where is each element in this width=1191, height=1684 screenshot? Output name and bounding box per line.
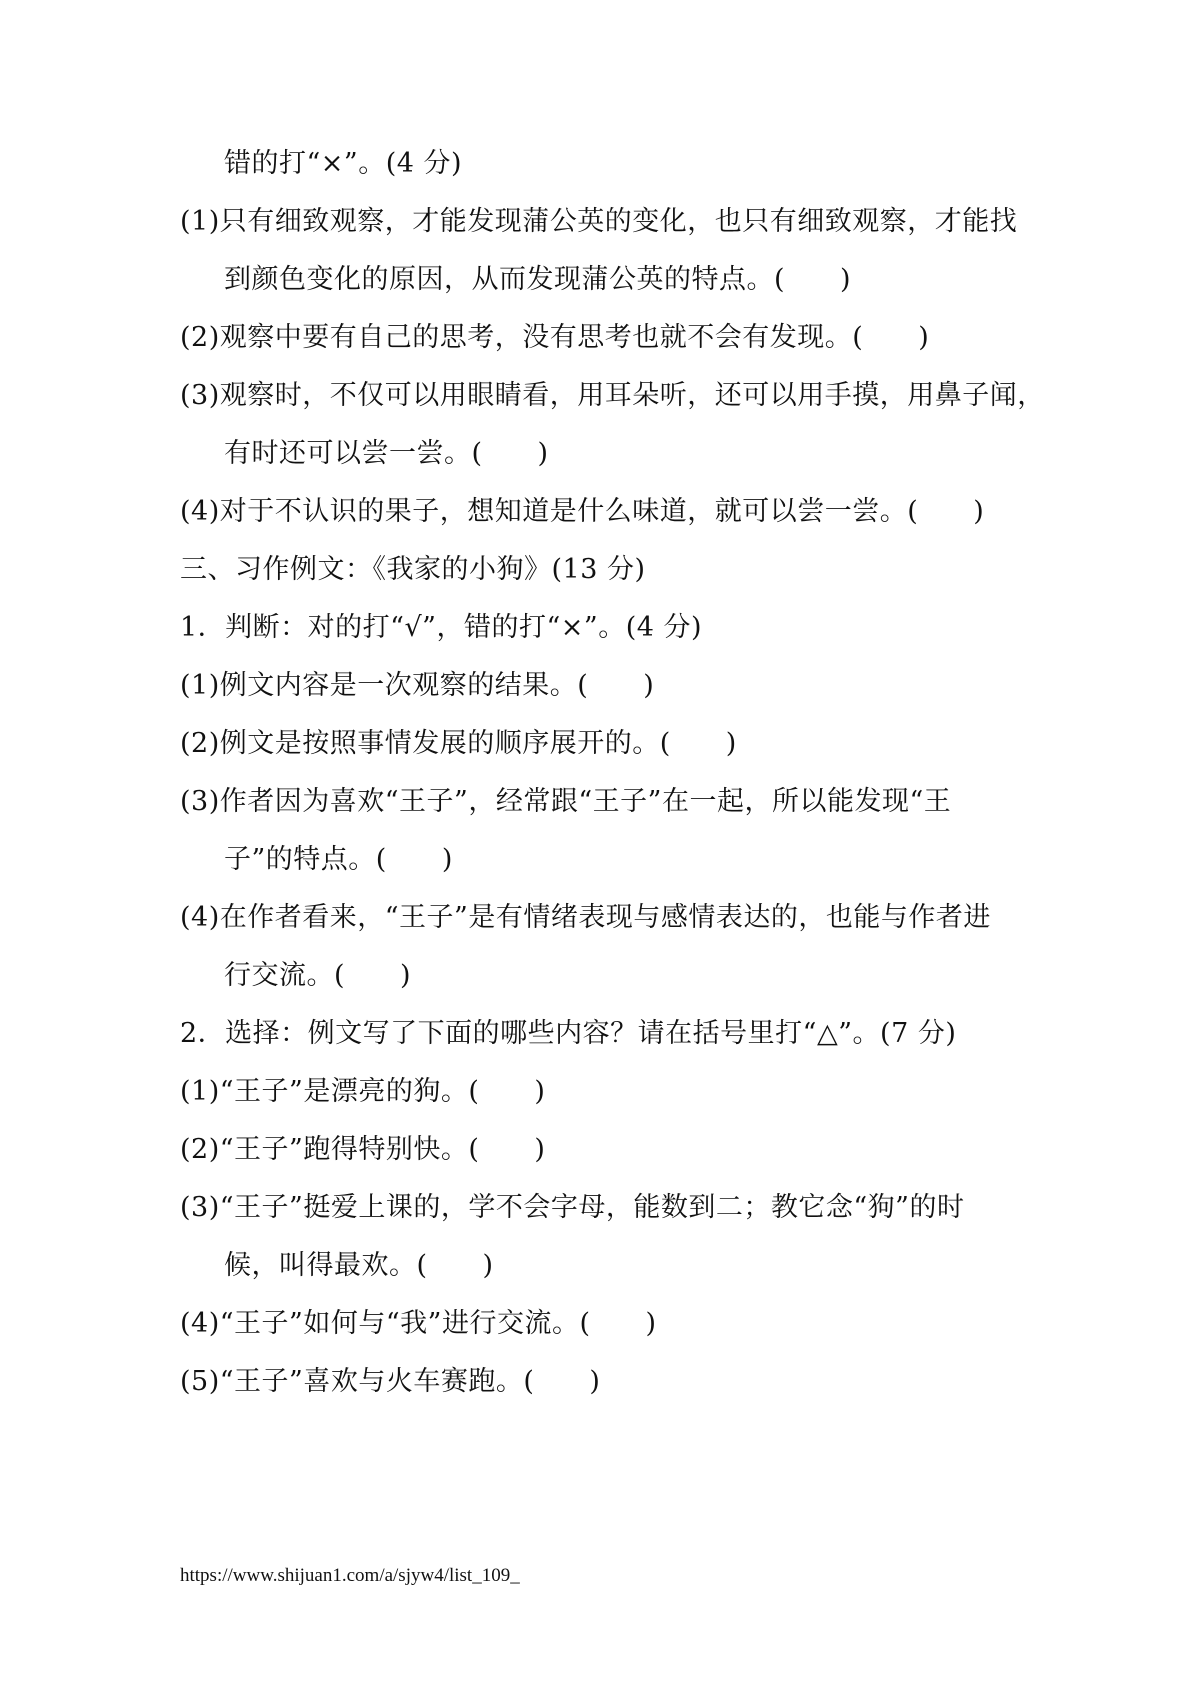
question-item: (2)“王子”跑得特别快。( )	[180, 1134, 546, 1165]
text-line: 有时还可以尝一尝。( )	[224, 438, 549, 469]
question-item: (2)观察中要有自己的思考，没有思考也就不会有发现。( )	[180, 322, 930, 353]
question-heading: 1．判断：对的打“√”，错的打“×”。(4 分)	[180, 612, 703, 643]
text-line: 候，叫得最欢。( )	[224, 1250, 494, 1281]
question-item: (4)对于不认识的果子，想知道是什么味道，就可以尝一尝。( )	[180, 496, 985, 527]
text-line: 错的打“×”。(4 分)	[224, 148, 463, 179]
text-line: 到颜色变化的原因，从而发现蒲公英的特点。( )	[224, 264, 852, 295]
text-line: 子”的特点。( )	[224, 844, 453, 875]
question-item: (3)观察时，不仅可以用眼睛看，用耳朵听，还可以用手摸，用鼻子闻，	[180, 380, 1045, 411]
footer-url: https://www.shijuan1.com/a/sjyw4/list_109_	[180, 1565, 520, 1586]
question-item: (2)例文是按照事情发展的顺序展开的。( )	[180, 728, 737, 759]
section-heading: 三、习作例文：《我家的小狗》(13 分)	[180, 554, 646, 585]
question-item: (3)作者因为喜欢“王子”，经常跟“王子”在一起，所以能发现“王	[180, 786, 952, 817]
question-item: (1)只有细致观察，才能发现蒲公英的变化，也只有细致观察，才能找	[180, 206, 1018, 237]
question-item: (1)例文内容是一次观察的结果。( )	[180, 670, 655, 701]
question-item: (1)“王子”是漂亮的狗。( )	[180, 1076, 546, 1107]
question-item: (4)在作者看来，“王子”是有情绪表现与感情表达的，也能与作者进	[180, 902, 991, 933]
question-item: (4)“王子”如何与“我”进行交流。( )	[180, 1308, 657, 1339]
question-heading: 2．选择：例文写了下面的哪些内容？请在括号里打“△”。(7 分)	[180, 1018, 957, 1049]
question-item: (3)“王子”挺爱上课的，学不会字母，能数到二；教它念“狗”的时	[180, 1192, 965, 1223]
text-line: 行交流。( )	[224, 960, 412, 991]
question-item: (5)“王子”喜欢与火车赛跑。( )	[180, 1366, 601, 1397]
